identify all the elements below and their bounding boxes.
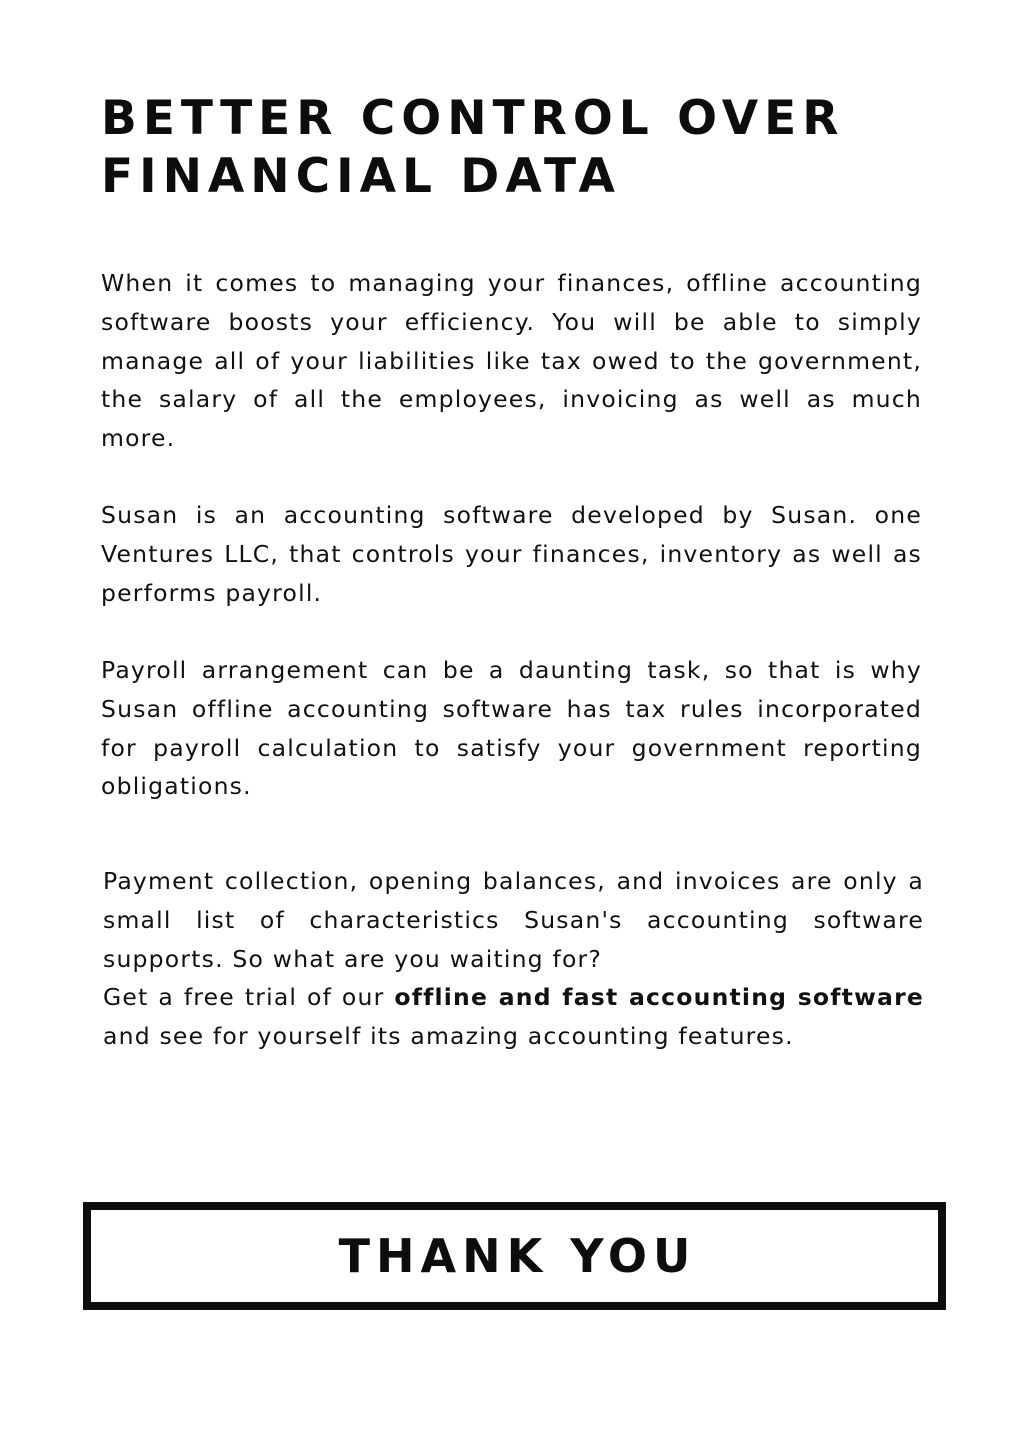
page-title-line-1: BETTER CONTROL OVER: [101, 91, 845, 146]
paragraph-finances: When it comes to managing your finances, offline accounting software boosts your efficiency. You will be able to simply manage all of your liabilities like tax owed to the government, the salary of all the employees, invoicing as well as much more.: [101, 269, 922, 453]
thank-you-text: THANK YOU: [338, 1229, 697, 1283]
paragraph-about-susan: Susan is an accounting software developed by Susan. one Ventures LLC, that controls your finances, inventory as well as performs payroll.: [101, 501, 922, 607]
page-title-line-2: FINANCIAL DATA: [101, 149, 621, 204]
paragraph-payroll: Payroll arrangement can be a daunting task, so that is why Susan offline accounting software has tax rules incorporated for payroll calculation to satisfy your government reporting obligations.: [101, 656, 922, 801]
call-to-action-text: [103, 978, 924, 1056]
page-title: [101, 90, 921, 206]
thank-you-banner: [83, 1202, 946, 1310]
features-intro-text: Payment collection, opening balances, and invoices are only a small list of characteristics Susan's accounting software supports. So what are you waiting for?: [103, 867, 924, 973]
cta-prefix-text: Get a free trial of our: [103, 983, 385, 1012]
cta-suffix-text: and see for yourself its amazing accounting features.: [103, 1022, 794, 1051]
cta-highlight-text: offline and fast accounting software: [394, 983, 925, 1012]
paragraph-features: [103, 862, 924, 1056]
